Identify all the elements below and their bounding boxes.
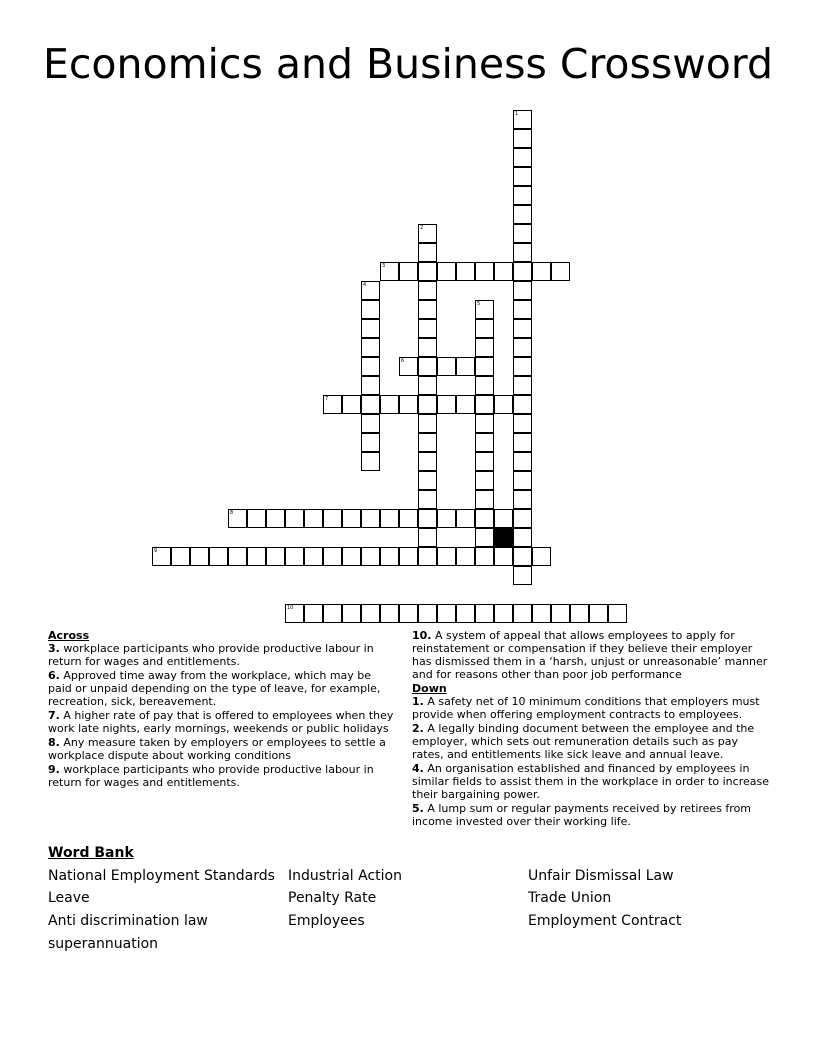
grid-cell[interactable] <box>418 224 437 243</box>
clue-across-7 <box>48 709 398 735</box>
grid-cell[interactable] <box>513 376 532 395</box>
grid-cell[interactable] <box>513 224 532 243</box>
grid-cell[interactable] <box>494 395 513 414</box>
word-bank-item: National Employment Standards <box>48 868 275 884</box>
grid-cell[interactable] <box>380 395 399 414</box>
grid-cell[interactable] <box>361 395 380 414</box>
clue-down-2 <box>412 722 772 761</box>
grid-cell[interactable] <box>418 319 437 338</box>
word-bank-item: Anti discrimination law <box>48 913 208 929</box>
grid-cell[interactable] <box>418 357 437 376</box>
grid-cell[interactable] <box>361 604 380 623</box>
grid-cell[interactable] <box>399 509 418 528</box>
grid-cell[interactable] <box>513 319 532 338</box>
grid-cell[interactable] <box>342 395 361 414</box>
clue-number-label: 3 <box>382 263 386 269</box>
grid-cell[interactable] <box>475 300 494 319</box>
word-bank-title: Word Bank <box>48 845 134 861</box>
grid-cell[interactable] <box>475 395 494 414</box>
clue-number: 2. <box>412 722 424 735</box>
grid-cell[interactable] <box>418 281 437 300</box>
grid-cell[interactable] <box>437 604 456 623</box>
grid-cell[interactable] <box>209 547 228 566</box>
grid-cell[interactable] <box>285 547 304 566</box>
grid-cell[interactable] <box>418 471 437 490</box>
clue-across-9 <box>48 763 398 789</box>
across-clues <box>48 629 398 790</box>
grid-cell[interactable] <box>323 509 342 528</box>
clue-number-label: 6 <box>401 358 405 364</box>
clue-number: 1. <box>412 695 424 708</box>
clue-number-label: 2 <box>420 225 424 231</box>
clue-number-label: 5 <box>477 301 481 307</box>
grid-cell[interactable] <box>513 281 532 300</box>
clue-down-1 <box>412 695 772 721</box>
clue-number: 8. <box>48 736 60 749</box>
grid-cell[interactable] <box>418 338 437 357</box>
grid-cell[interactable] <box>418 262 437 281</box>
grid-cell[interactable] <box>342 509 361 528</box>
word-bank-item: Industrial Action <box>288 868 402 884</box>
grid-cell[interactable] <box>361 338 380 357</box>
grid-cell[interactable] <box>418 414 437 433</box>
grid-cell[interactable] <box>266 509 285 528</box>
grid-cell[interactable] <box>190 547 209 566</box>
grid-cell[interactable] <box>437 509 456 528</box>
clue-number-label: 1 <box>515 111 519 117</box>
grid-cell[interactable] <box>342 604 361 623</box>
grid-cell[interactable] <box>513 357 532 376</box>
grid-cell[interactable] <box>513 471 532 490</box>
clue-number-label: 10 <box>287 605 294 611</box>
clue-text: workplace participants who provide productive labour in return for wages and entitlements. <box>48 642 374 668</box>
clue-number-label: 7 <box>325 396 329 402</box>
grid-cell[interactable] <box>513 490 532 509</box>
grid-cell[interactable] <box>418 300 437 319</box>
grid-cell[interactable] <box>475 262 494 281</box>
grid-cell[interactable] <box>418 528 437 547</box>
clue-number: 9. <box>48 763 60 776</box>
word-bank-item: Trade Union <box>528 890 612 906</box>
grid-cell[interactable] <box>475 528 494 547</box>
grid-cell[interactable] <box>418 243 437 262</box>
down-clues <box>412 629 772 829</box>
grid-cell[interactable] <box>570 604 589 623</box>
grid-cell[interactable] <box>475 547 494 566</box>
word-bank-item: Employment Contract <box>528 913 682 929</box>
clue-number: 5. <box>412 802 424 815</box>
grid-cell[interactable] <box>152 547 171 566</box>
grid-cell[interactable] <box>513 129 532 148</box>
clue-text: Any measure taken by employers or employees to settle a workplace dispute about working conditions <box>48 736 386 762</box>
grid-cell[interactable] <box>475 319 494 338</box>
page-title: Economics and Business Crossword <box>42 40 774 88</box>
word-bank-item: Unfair Dismissal Law <box>528 868 674 884</box>
grid-cell[interactable] <box>608 604 627 623</box>
clue-across-10 <box>412 629 772 681</box>
clue-number-label: 9 <box>154 548 158 554</box>
grid-cell[interactable] <box>437 357 456 376</box>
clue-text: An organisation established and financed by employees in similar fields to assist them in the workplace in order to increase their bargaining power. <box>412 762 769 801</box>
grid-cell[interactable] <box>589 604 608 623</box>
grid-cell[interactable] <box>494 509 513 528</box>
grid-cell[interactable] <box>361 319 380 338</box>
grid-cell[interactable] <box>304 509 323 528</box>
clue-across-6 <box>48 669 398 708</box>
grid-cell[interactable] <box>437 395 456 414</box>
grid-cell[interactable] <box>285 509 304 528</box>
clue-number-label: 4 <box>363 282 367 288</box>
grid-cell[interactable] <box>171 547 190 566</box>
word-bank-item: Leave <box>48 890 90 906</box>
grid-cell[interactable] <box>456 262 475 281</box>
grid-cell[interactable] <box>323 547 342 566</box>
word-bank-item: Employees <box>288 913 365 929</box>
clue-text: A higher rate of pay that is offered to employees when they work late nights, early mornings, weekends or public holidays <box>48 709 394 735</box>
clue-text: A system of appeal that allows employees to apply for reinstatement or compensation if they believe their employer has dismissed them in a ‘harsh, unjust or unreasonable’ manner and for reasons other than poor job performance <box>412 629 768 681</box>
clue-text: workplace participants who provide productive labour in return for wages and entitlements. <box>48 763 374 789</box>
grid-cell[interactable] <box>361 509 380 528</box>
grid-cell[interactable] <box>513 110 532 129</box>
grid-cell[interactable] <box>304 604 323 623</box>
grid-cell[interactable] <box>361 357 380 376</box>
grid-cell[interactable] <box>532 547 551 566</box>
grid-cell[interactable] <box>323 395 342 414</box>
grid-cell[interactable] <box>285 604 304 623</box>
grid-cell[interactable] <box>418 395 437 414</box>
grid-cell[interactable] <box>399 262 418 281</box>
clue-across-8 <box>48 736 398 762</box>
grid-cell[interactable] <box>532 604 551 623</box>
grid-cell[interactable] <box>418 509 437 528</box>
clue-text: A legally binding document between the employee and the employer, which sets out remuneration details such as pay rates, and entitlements like sick leave and annual leave. <box>412 722 755 761</box>
grid-cell[interactable] <box>513 452 532 471</box>
grid-cell[interactable] <box>361 433 380 452</box>
clue-number: 10. <box>412 629 432 642</box>
grid-cell[interactable] <box>513 243 532 262</box>
clue-number: 7. <box>48 709 60 722</box>
grid-cell[interactable] <box>475 509 494 528</box>
grid-cell[interactable] <box>380 604 399 623</box>
clue-across-3 <box>48 642 398 668</box>
grid-cell[interactable] <box>399 604 418 623</box>
clue-number: 4. <box>412 762 424 775</box>
grid-cell[interactable] <box>437 547 456 566</box>
grid-cell[interactable] <box>513 338 532 357</box>
grid-cell[interactable] <box>475 376 494 395</box>
grid-cell[interactable] <box>513 395 532 414</box>
clue-text: Approved time away from the workplace, which may be paid or unpaid depending on the type of leave, for example, recreation, sick, bereavement. <box>48 669 381 708</box>
grid-cell[interactable] <box>418 376 437 395</box>
clue-text: A safety net of 10 minimum conditions that employers must provide when offering employment contracts to employees. <box>412 695 760 721</box>
across-heading: Across <box>48 629 90 642</box>
grid-cell[interactable] <box>361 547 380 566</box>
grid-cell[interactable] <box>475 490 494 509</box>
grid-cell[interactable] <box>380 262 399 281</box>
grid-cell[interactable] <box>513 509 532 528</box>
grid-cell[interactable] <box>513 566 532 585</box>
grid-cell[interactable] <box>361 300 380 319</box>
grid-cell[interactable] <box>437 262 456 281</box>
grid-cell[interactable] <box>456 357 475 376</box>
grid-cell[interactable] <box>475 604 494 623</box>
grid-cell[interactable] <box>361 414 380 433</box>
grid-cell[interactable] <box>361 376 380 395</box>
grid-cell[interactable] <box>475 338 494 357</box>
grid-cell[interactable] <box>513 186 532 205</box>
grid-cell[interactable] <box>513 262 532 281</box>
grid-cell[interactable] <box>456 395 475 414</box>
grid-cell[interactable] <box>475 433 494 452</box>
grid-cell[interactable] <box>475 414 494 433</box>
grid-cell[interactable] <box>399 395 418 414</box>
grid-cell[interactable] <box>361 281 380 300</box>
grid-cell[interactable] <box>513 604 532 623</box>
grid-cell[interactable] <box>399 547 418 566</box>
grid-cell[interactable] <box>323 604 342 623</box>
grid-cell[interactable] <box>513 433 532 452</box>
grid-cell[interactable] <box>247 547 266 566</box>
grid-cell[interactable] <box>513 300 532 319</box>
grid-cell[interactable] <box>456 509 475 528</box>
grid-cell[interactable] <box>494 604 513 623</box>
grid-cell[interactable] <box>380 509 399 528</box>
grid-cell[interactable] <box>551 262 570 281</box>
grid-cell[interactable] <box>456 547 475 566</box>
word-bank-item: superannuation <box>48 936 159 952</box>
grid-cell[interactable] <box>513 547 532 566</box>
clue-number-label: 8 <box>230 510 234 516</box>
grid-cell[interactable] <box>418 433 437 452</box>
clue-number: 6. <box>48 669 60 682</box>
down-heading: Down <box>412 682 447 695</box>
grid-cell[interactable] <box>304 547 323 566</box>
grid-cell[interactable] <box>513 528 532 547</box>
grid-cell[interactable] <box>456 604 475 623</box>
grid-cell[interactable] <box>380 547 399 566</box>
grid-cell[interactable] <box>418 547 437 566</box>
grid-cell[interactable] <box>513 414 532 433</box>
grid-cell[interactable] <box>418 604 437 623</box>
grid-cell[interactable] <box>494 262 513 281</box>
grid-cell[interactable] <box>266 547 285 566</box>
clue-number: 3. <box>48 642 60 655</box>
grid-cell[interactable] <box>228 547 247 566</box>
word-bank-item: Penalty Rate <box>288 890 377 906</box>
grid-cell[interactable] <box>494 547 513 566</box>
clue-down-5 <box>412 802 772 828</box>
grid-cell[interactable] <box>551 604 570 623</box>
grid-cell[interactable] <box>532 262 551 281</box>
clue-text: A lump sum or regular payments received by retirees from income invested over their working life. <box>412 802 752 828</box>
grid-cell[interactable] <box>399 357 418 376</box>
grid-cell[interactable] <box>418 452 437 471</box>
grid-cell[interactable] <box>418 490 437 509</box>
grid-cell[interactable] <box>475 471 494 490</box>
grid-cell[interactable] <box>513 205 532 224</box>
grid-cell[interactable] <box>513 148 532 167</box>
grid-cell[interactable] <box>342 547 361 566</box>
grid-cell[interactable] <box>228 509 247 528</box>
clue-down-4 <box>412 762 772 801</box>
grid-cell[interactable] <box>361 452 380 471</box>
grid-cell[interactable] <box>247 509 266 528</box>
grid-cell[interactable] <box>513 167 532 186</box>
black-cell <box>494 528 513 547</box>
grid-cell[interactable] <box>475 357 494 376</box>
grid-cell[interactable] <box>475 452 494 471</box>
